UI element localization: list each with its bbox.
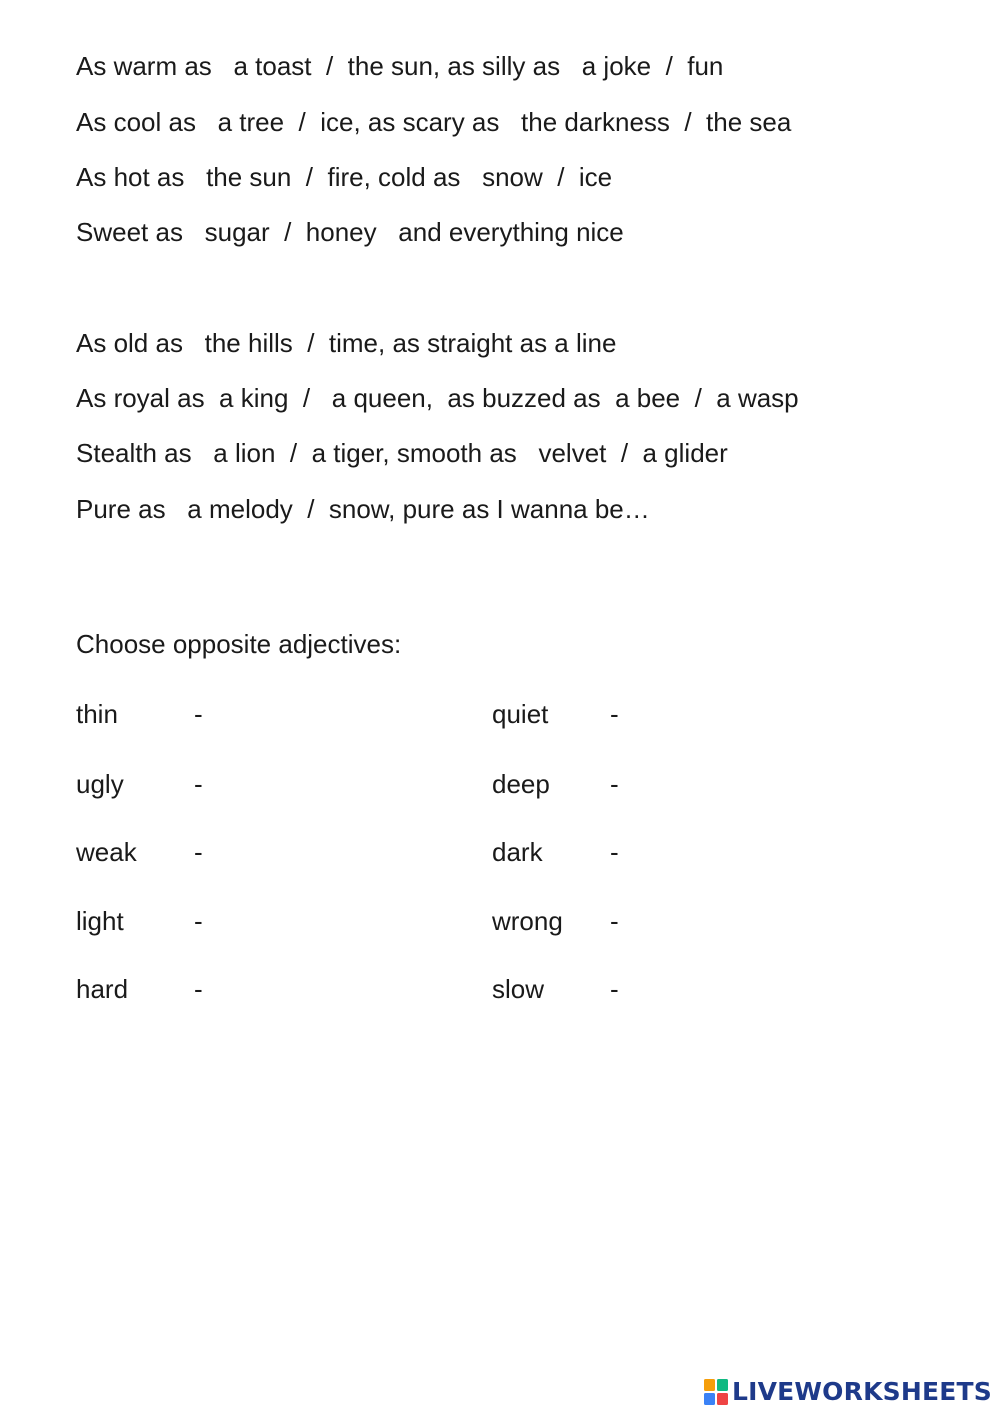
answer-slot[interactable] bbox=[632, 905, 782, 937]
adjective-word: wrong bbox=[492, 906, 563, 936]
poem-line: As hot as the sun / fire, cold as snow / ice bbox=[76, 162, 613, 192]
logo-text: LIVEWORKSHEETS bbox=[731, 1377, 992, 1406]
adjective-word: thin bbox=[76, 699, 118, 729]
answer-slot[interactable] bbox=[216, 973, 366, 1005]
answer-slot[interactable] bbox=[632, 698, 782, 730]
liveworksheets-logo[interactable] bbox=[704, 1377, 992, 1407]
answer-slot[interactable] bbox=[632, 768, 782, 800]
exercise-instruction: Choose opposite adjectives: bbox=[76, 629, 402, 659]
answer-slot[interactable] bbox=[632, 973, 782, 1005]
adjective-word: dark bbox=[492, 837, 543, 867]
liveworksheets-logo-icon bbox=[704, 1379, 728, 1405]
dash-separator: - bbox=[610, 906, 619, 936]
adjective-word: quiet bbox=[492, 699, 549, 729]
dash-separator: - bbox=[194, 906, 203, 936]
adjective-word: deep bbox=[492, 769, 550, 799]
dash-separator: - bbox=[194, 837, 203, 867]
dash-separator: - bbox=[610, 974, 619, 1004]
poem-line: Sweet as sugar / honey and everything nice bbox=[76, 217, 624, 247]
poem-line: As old as the hills / time, as straight as a line bbox=[76, 328, 617, 358]
answer-slot[interactable] bbox=[632, 836, 782, 868]
answer-slot[interactable] bbox=[216, 836, 366, 868]
adjective-pair-hard bbox=[76, 973, 203, 1133]
adjective-pair-slow bbox=[492, 973, 619, 1133]
poem-line: Pure as a melody / snow, pure as I wanna be… bbox=[76, 494, 650, 524]
dash-separator: - bbox=[610, 769, 619, 799]
dash-separator: - bbox=[194, 699, 203, 729]
adjective-word: light bbox=[76, 906, 124, 936]
dash-separator: - bbox=[610, 837, 619, 867]
adjective-word: hard bbox=[76, 974, 129, 1004]
adjective-word: slow bbox=[492, 974, 545, 1004]
poem-line: Stealth as a lion / a tiger, smooth as velvet / a glider bbox=[76, 438, 728, 468]
answer-slot[interactable] bbox=[216, 698, 366, 730]
dash-separator: - bbox=[610, 699, 619, 729]
poem-line: As warm as a toast / the sun, as silly as a joke / fun bbox=[76, 51, 724, 81]
answer-slot[interactable] bbox=[216, 905, 366, 937]
adjective-word: weak bbox=[76, 837, 137, 867]
poem-line: As royal as a king / a queen, as buzzed as a bee / a wasp bbox=[76, 383, 799, 413]
dash-separator: - bbox=[194, 769, 203, 799]
answer-slot[interactable] bbox=[216, 768, 366, 800]
poem-line: As cool as a tree / ice, as scary as the darkness / the sea bbox=[76, 107, 792, 137]
dash-separator: - bbox=[194, 974, 203, 1004]
adjective-word: ugly bbox=[76, 769, 124, 799]
